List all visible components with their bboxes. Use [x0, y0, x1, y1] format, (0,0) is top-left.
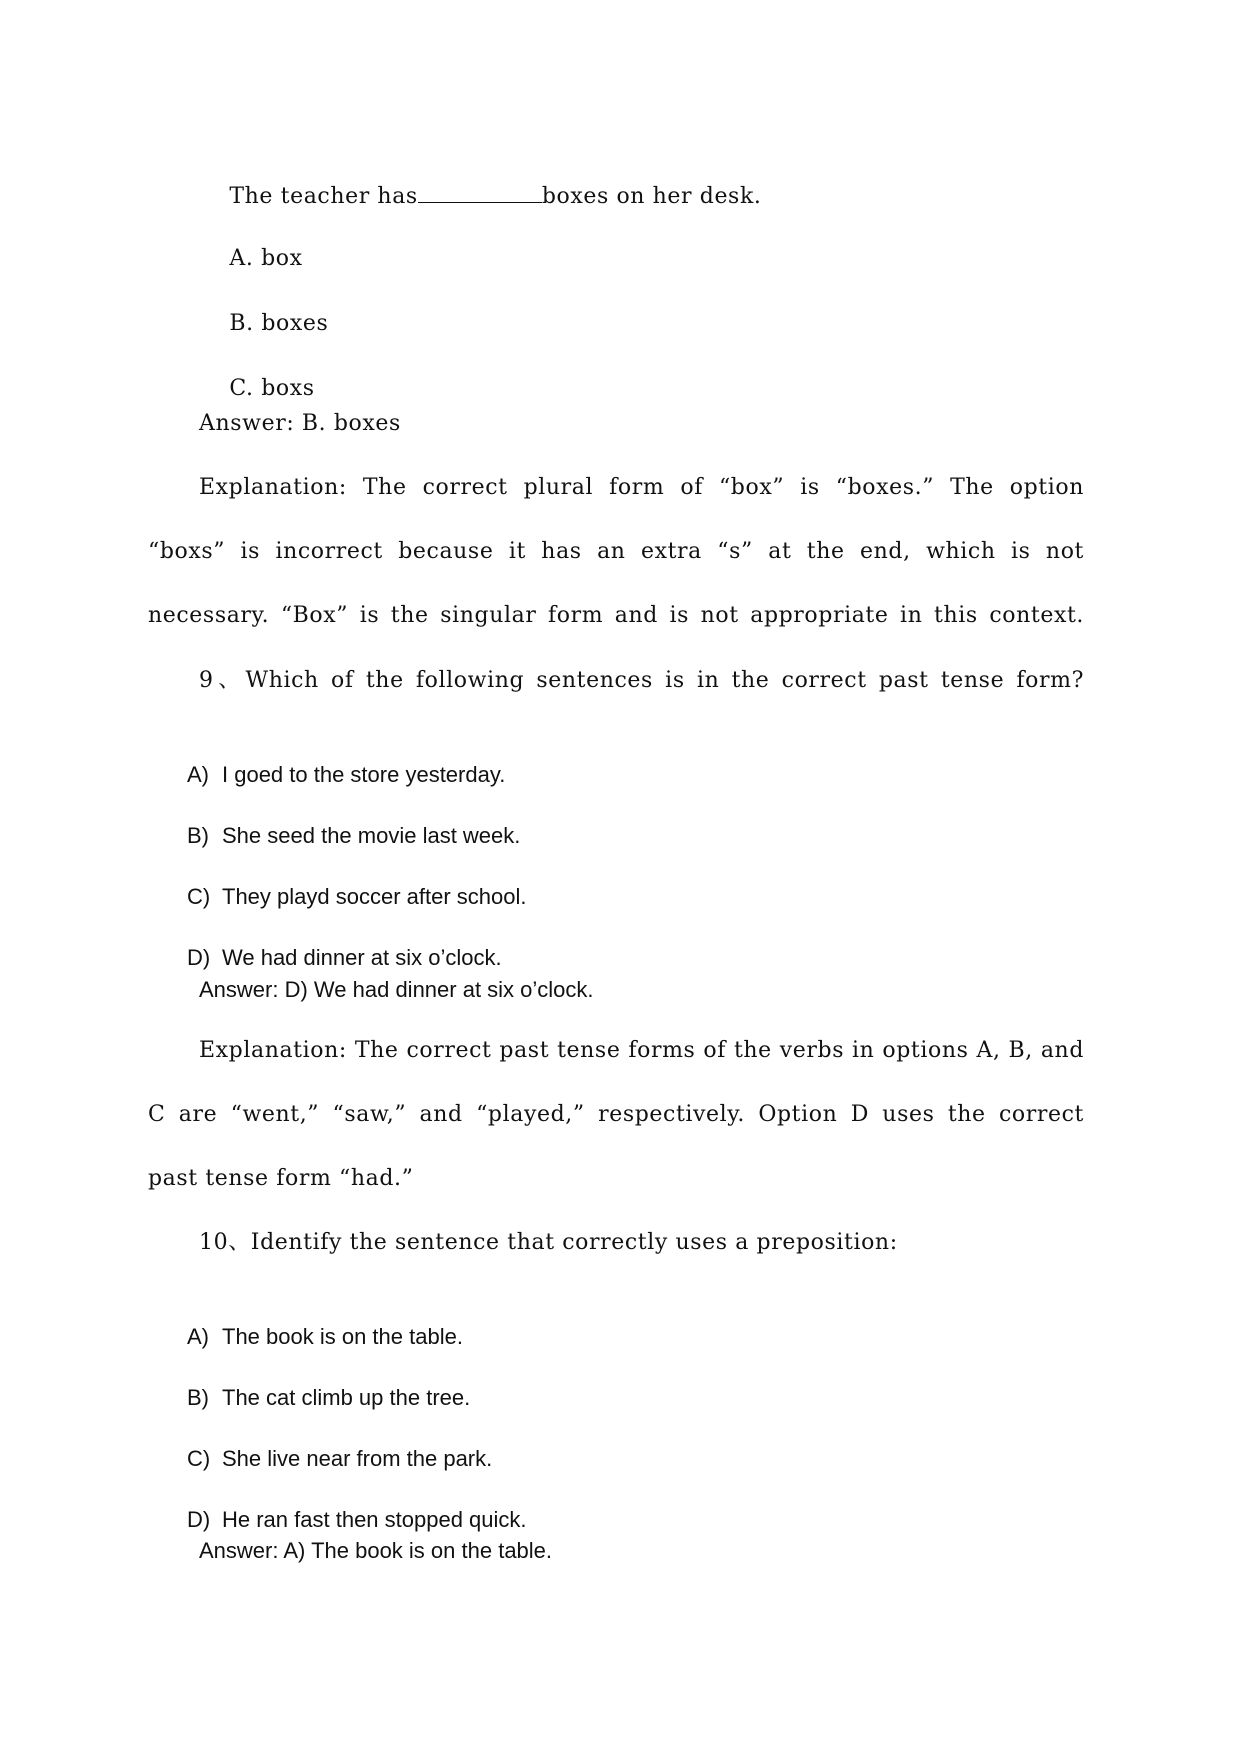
option-letter: A. [229, 246, 254, 271]
option-text: He ran fast then stopped quick. [222, 1507, 527, 1532]
question-10-answer: Answer: A) The book is on the table. [199, 1538, 553, 1563]
answer-blank [418, 182, 542, 203]
option-text: The book is on the table. [222, 1324, 463, 1349]
option-text: She seed the movie last week. [222, 823, 521, 848]
option-letter: B. [229, 311, 254, 336]
question-8-explanation-line-1: Explanation: The correct plural form of “box” is “boxes.” The option [199, 475, 1084, 500]
option-text: They playd soccer after school. [222, 884, 527, 909]
option-letter: B) [187, 1385, 209, 1410]
question-9-explanation-line-3: past tense form “had.” [148, 1166, 414, 1191]
question-8-answer: Answer: B. boxes [199, 411, 401, 436]
option-letter: C. [229, 376, 254, 401]
option-letter: A) [187, 762, 209, 787]
option-text: boxes [261, 311, 329, 336]
option-letter: A) [187, 1324, 209, 1349]
question-8-stem-after: boxes on her desk. [541, 184, 762, 209]
option-letter: B) [187, 823, 209, 848]
option-text: She live near from the park. [222, 1446, 493, 1471]
question-9-explanation-line-2: C are “went,” “saw,” and “played,” respectively. Option D uses the correct [148, 1102, 1084, 1127]
question-10-stem: 10、Identify the sentence that correctly uses a preposition: [199, 1230, 898, 1255]
question-8-explanation-line-3: necessary. “Box” is the singular form and is not appropriate in this context. [148, 603, 1084, 628]
question-8-explanation-line-2: “boxs” is incorrect because it has an extra “s” at the end, which is not [148, 539, 1084, 564]
question-9-explanation-line-1: Explanation: The correct past tense forms of the verbs in options A, B, and [199, 1038, 1084, 1063]
option-text: We had dinner at six o’clock. [222, 945, 502, 970]
question-8-stem-before: The teacher has [229, 184, 418, 209]
option-text: I goed to the store yesterday. [222, 762, 506, 787]
option-letter: C) [187, 1446, 211, 1471]
option-text: The cat climb up the tree. [222, 1385, 471, 1410]
question-9-stem: 9、Which of the following sentences is in the correct past tense form? [199, 668, 1084, 693]
option-letter: C) [187, 884, 211, 909]
question-9-answer: Answer: D) We had dinner at six o’clock. [199, 977, 594, 1002]
option-letter: D) [187, 1507, 211, 1532]
option-text: box [261, 246, 303, 271]
option-text: boxs [261, 376, 315, 401]
option-letter: D) [187, 945, 211, 970]
